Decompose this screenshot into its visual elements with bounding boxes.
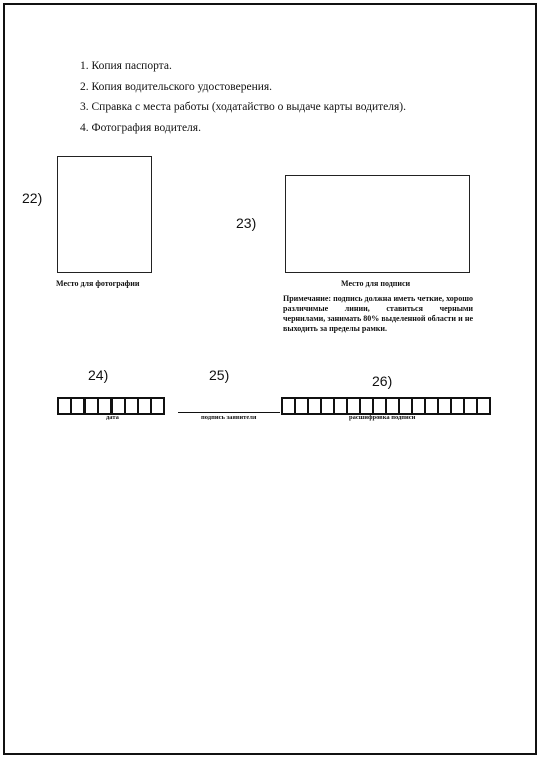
date-cell[interactable] <box>139 397 152 415</box>
photo-box[interactable] <box>57 156 152 273</box>
document-item: 3. Справка с места работы (ходатайство о выдаче карты водителя). <box>80 101 406 113</box>
field-number-signature-transcript: 26) <box>372 373 393 389</box>
transcript-cell[interactable] <box>439 397 452 415</box>
document-item: 2. Копия водительского удостоверения. <box>80 80 273 93</box>
transcript-cell[interactable] <box>400 397 413 415</box>
field-number-date: 24) <box>88 367 109 383</box>
signature-transcript-label: расшифровка подписи <box>349 414 416 421</box>
date-cell[interactable] <box>99 397 113 415</box>
date-cell[interactable] <box>152 397 165 415</box>
transcript-cell[interactable] <box>478 397 491 415</box>
document-item: 4. Фотография водителя. <box>80 121 201 134</box>
transcript-cell[interactable] <box>387 397 400 415</box>
transcript-cell[interactable] <box>283 397 296 415</box>
transcript-cell[interactable] <box>309 397 322 415</box>
signature-box[interactable] <box>285 175 470 273</box>
transcript-cell[interactable] <box>452 397 465 415</box>
transcript-cell[interactable] <box>465 397 478 415</box>
field-number-signature: 23) <box>236 215 257 231</box>
date-cell[interactable] <box>72 397 86 415</box>
applicant-signature-label: подпись заявителя <box>201 414 257 421</box>
date-label: дата <box>106 414 119 421</box>
photo-caption: Место для фотографии <box>56 279 140 288</box>
document-item: 1. Копия паспорта. <box>80 60 172 72</box>
transcript-cell[interactable] <box>413 397 426 415</box>
transcript-cell[interactable] <box>348 397 361 415</box>
signature-note: Примечание: подпись должна иметь четкие, хорошо различимые линии, ставиться черными чернилами, занимать 80% выделенной области и не выходить за пределы рамки. <box>283 294 473 333</box>
signature-caption: Место для подписи <box>341 279 411 288</box>
required-documents-list <box>80 56 406 138</box>
date-cell[interactable] <box>86 397 99 415</box>
field-number-photo: 22) <box>22 190 43 206</box>
transcript-cell[interactable] <box>322 397 335 415</box>
transcript-cell[interactable] <box>426 397 439 415</box>
date-cell[interactable] <box>126 397 139 415</box>
transcript-cell[interactable] <box>335 397 348 415</box>
transcript-cell[interactable] <box>361 397 374 415</box>
transcript-cell[interactable] <box>374 397 387 415</box>
signature-transcript-cells[interactable] <box>281 397 491 415</box>
date-cell[interactable] <box>113 397 126 415</box>
date-cells[interactable] <box>57 397 165 415</box>
transcript-cell[interactable] <box>296 397 309 415</box>
date-cell[interactable] <box>59 397 72 415</box>
applicant-signature-line[interactable] <box>178 412 280 413</box>
field-number-applicant-signature: 25) <box>209 367 230 383</box>
